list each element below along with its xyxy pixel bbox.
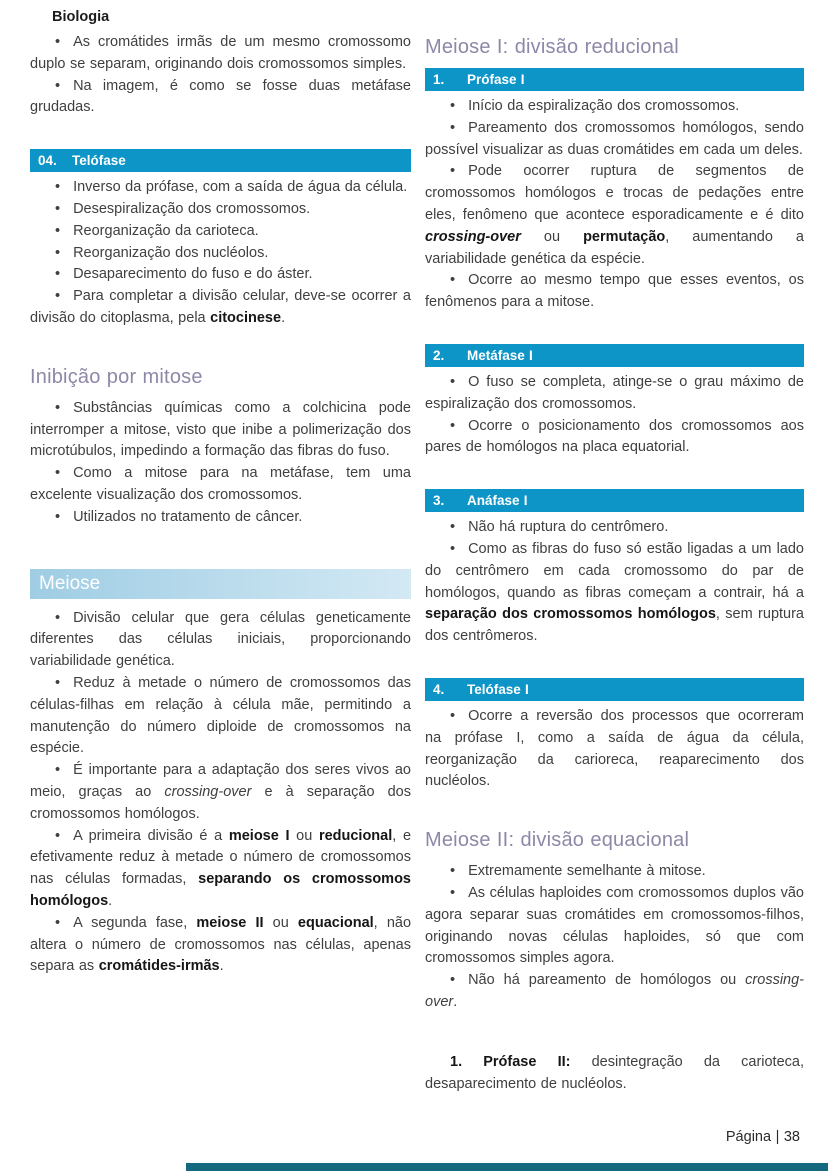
- bullet-item: [30, 760, 411, 825]
- text-segment: Pareamento dos cromossomos homólogos, sendo possível visualizar as duas cromátides em cada um deles.: [425, 119, 804, 158]
- bullet-marker: •: [55, 244, 61, 261]
- bullet-item: [30, 264, 411, 286]
- bullet-marker: •: [450, 163, 456, 180]
- text-segment: É importante para a adaptação dos seres vivos ao meio, graças ao: [30, 762, 411, 800]
- section-bar-label: Metáfase I: [467, 347, 533, 363]
- section-bar-label: Anáfase I: [467, 493, 528, 509]
- text-segment: Ocorre ao mesmo tempo que esses eventos, os fenômenos para a mitose.: [425, 272, 804, 311]
- text-segment: Não há pareamento de homólogos ou: [468, 972, 746, 989]
- text-segment: A primeira divisão é a: [73, 827, 229, 844]
- bullet-item: [30, 177, 411, 199]
- section-bar-label: Telófase: [72, 153, 126, 169]
- text-segment: Início da espiralização dos cromossomos.: [468, 98, 740, 114]
- bullet-item: [425, 161, 804, 270]
- text-segment: .: [219, 958, 224, 975]
- bullet-marker: •: [450, 519, 456, 536]
- bullet-item: [425, 372, 804, 416]
- text-segment: Não há ruptura do centrômero.: [468, 519, 669, 536]
- text-segment: Divisão celular que gera células geneticamente diferentes das células iniciais, proporcionando variabilidade genética.: [30, 609, 411, 670]
- bullet-marker: •: [55, 465, 61, 482]
- section-bar-label: Prófase I: [467, 72, 525, 87]
- text-segment: .: [281, 309, 286, 326]
- numbered-paragraph: [425, 1052, 804, 1096]
- text-segment: e à separação dos cromossomos homólogos.: [30, 783, 411, 822]
- text-segment: meiose I: [228, 827, 290, 844]
- section-bar-number: 04.: [38, 153, 57, 169]
- bullet-item: [30, 243, 411, 265]
- text-segment: , sem ruptura dos centrômeros.: [425, 606, 804, 645]
- bullet-marker: •: [450, 98, 456, 114]
- bullet-list: [30, 398, 411, 529]
- bullet-item: [30, 507, 411, 529]
- text-segment: desintegração da carioteca, desaparecimento de nucléolos.: [425, 1053, 804, 1092]
- text-segment: equacional: [297, 914, 374, 931]
- bullet-item: [30, 76, 411, 120]
- bullet-item: [30, 463, 411, 507]
- bullet-list: [30, 608, 411, 979]
- bullet-item: [425, 517, 804, 539]
- right-column: [425, 0, 804, 1095]
- footer-accent-bar: [186, 1163, 828, 1171]
- text-segment: , não altera o número de cromossomos nas células, apenas separa as: [30, 914, 412, 975]
- bullet-marker: •: [55, 508, 61, 525]
- bullet-item: [425, 539, 804, 648]
- bullet-list: [30, 32, 411, 119]
- text-segment: Reorganização dos nucléolos.: [73, 244, 269, 261]
- text-segment: Desaparecimento do fuso e do áster.: [73, 266, 313, 283]
- text-segment: .: [453, 993, 458, 1010]
- bullet-marker: •: [55, 609, 61, 626]
- text-segment: Como a mitose para na metáfase, tem uma excelente visualização dos cromossomos.: [30, 465, 411, 503]
- text-segment: permutação: [583, 228, 666, 245]
- section-heading: Inibição por mitose: [30, 365, 203, 388]
- meiose-section-bar: Meiose: [30, 569, 411, 599]
- numbered-section-bar: [425, 344, 804, 367]
- section-bar-number: 3.: [433, 493, 445, 509]
- text-segment: Desespiralização dos cromossomos.: [73, 200, 311, 217]
- text-segment: separando os cromossomos homólogos: [30, 871, 411, 909]
- section-heading: Meiose I: divisão reducional: [425, 36, 679, 58]
- text-segment: O fuso se completa, atinge-se o grau máximo de espiralização dos cromossomos.: [425, 373, 804, 412]
- bullet-list: [425, 517, 804, 648]
- bullet-marker: •: [450, 373, 456, 390]
- section-bar-number: 2.: [433, 347, 445, 363]
- bullet-item: [30, 199, 411, 221]
- bullet-item: [30, 826, 411, 913]
- text-segment: Reorganização da carioteca.: [73, 222, 259, 239]
- text-segment: Na imagem, é como se fosse duas metáfase grudadas.: [30, 77, 411, 116]
- text-segment: Inverso da prófase, com a saída de água da célula.: [73, 179, 408, 196]
- text-segment: Extremamente semelhante à mitose.: [468, 863, 706, 880]
- text-segment: citocinese: [210, 309, 282, 326]
- numbered-section-bar: [425, 489, 804, 512]
- text-segment: , e efetivamente reduz à metade o número de cromossomos nas células formadas,: [30, 827, 412, 888]
- doc-title: Biologia: [52, 9, 110, 25]
- bullet-item: [425, 970, 804, 1014]
- numbered-section-bar: [30, 149, 411, 172]
- bullet-item: [30, 221, 411, 243]
- text-segment: ou: [520, 228, 584, 245]
- bullet-marker: •: [55, 222, 61, 239]
- text-segment: crossing-over: [425, 972, 804, 1010]
- text-segment: Substâncias químicas como a colchicina pode interromper a mitose, visto que inibe a polimerização dos microtúbulos, impedindo a formação das fibras do fuso.: [30, 399, 411, 460]
- text-segment: A segunda fase,: [73, 914, 197, 931]
- bullet-marker: •: [450, 884, 456, 901]
- page-footer: Página | 38: [725, 1129, 800, 1145]
- bullet-marker: •: [55, 288, 61, 305]
- bullet-item: [30, 32, 411, 76]
- section-bar-number: 1.: [433, 72, 445, 87]
- bullet-marker: •: [55, 762, 61, 779]
- bullet-marker: •: [450, 119, 456, 136]
- numbered-section-bar: [425, 68, 804, 91]
- section-heading: Meiose II: divisão equacional: [425, 829, 690, 852]
- bullet-marker: •: [55, 200, 61, 217]
- bullet-list: [425, 706, 804, 793]
- bullet-item: [30, 673, 411, 760]
- bullet-item: [425, 883, 804, 970]
- text-segment: Reduz à metade o número de cromossomos das células-filhas em relação à célula mãe, permitindo a manutenção do número diploide de cromossomos na espécie.: [30, 674, 411, 757]
- text-segment: Ocorre a reversão dos processos que ocorreram na prófase I, como a saída de água da célula, reorganização da carioreca, reaparecimento dos nucléolos.: [425, 707, 804, 790]
- left-column: [30, 0, 411, 978]
- text-segment: ou: [263, 914, 298, 931]
- text-segment: crossing-over: [164, 783, 252, 800]
- bullet-list: [425, 861, 804, 1014]
- bullet-item: [425, 270, 804, 314]
- bullet-marker: •: [450, 863, 456, 880]
- bullet-marker: •: [55, 34, 61, 50]
- text-segment: Como as fibras do fuso só estão ligadas a um lado do centrômero em cada cromossomo do par de homólogos, quando as fibras começam a contrair, há a: [425, 540, 804, 601]
- bullet-marker: •: [450, 272, 456, 289]
- text-segment: .: [108, 892, 113, 909]
- text-segment: Para completar a divisão celular, deve-se ocorrer a divisão do citoplasma, pela: [30, 288, 411, 326]
- bullet-marker: •: [450, 972, 456, 989]
- text-segment: , aumentando a variabilidade genética da espécie.: [425, 228, 804, 267]
- bullet-item: [30, 286, 411, 330]
- bullet-list: [425, 372, 804, 459]
- bullet-list: [30, 177, 411, 330]
- bullet-marker: •: [450, 540, 456, 557]
- text-segment: meiose II: [196, 914, 264, 931]
- bullet-item: [425, 118, 804, 162]
- bullet-marker: •: [55, 914, 61, 931]
- section-bar-label: Telófase I: [467, 681, 529, 697]
- bullet-item: [30, 398, 411, 463]
- bullet-item: [425, 706, 804, 793]
- text-segment: reducional: [318, 827, 393, 844]
- bullet-marker: •: [450, 707, 456, 724]
- bullet-item: [425, 416, 804, 460]
- text-segment: As cromátides irmãs de um mesmo cromossomo duplo se separam, originando dois cromossomos simples.: [30, 34, 411, 72]
- bullet-marker: •: [55, 179, 61, 196]
- bullet-marker: •: [55, 266, 61, 283]
- section-bar-number: 4.: [433, 681, 445, 697]
- text-segment: Utilizados no tratamento de câncer.: [73, 508, 303, 525]
- bullet-marker: •: [55, 77, 61, 94]
- text-segment: As células haploides com cromossomos duplos vão agora separar suas cromátides em cromossomos-filhos, originando novas células haploides, só que com cromossomos simples agora.: [425, 884, 804, 967]
- text-segment: ou: [289, 827, 319, 844]
- bullet-item: [30, 913, 411, 978]
- text-segment: Pode ocorrer ruptura de segmentos de cromossomos homólogos e trocas de pedações entre eles, fenômeno que acontece esporadicamente e é dito: [425, 163, 804, 223]
- text-segment: Ocorre o posicionamento dos cromossomos aos pares de homólogos na placa equatorial.: [425, 417, 804, 456]
- bullet-item: [425, 96, 804, 118]
- bullet-item: [30, 608, 411, 673]
- text-segment: separação dos cromossomos homólogos: [425, 606, 716, 623]
- text-segment: crossing-over: [425, 228, 521, 245]
- numbered-section-bar: [425, 678, 804, 701]
- bullet-marker: •: [450, 417, 456, 434]
- bullet-marker: •: [55, 674, 61, 691]
- bullet-list: [425, 96, 804, 314]
- text-segment: cromátides-irmãs: [98, 958, 220, 975]
- bullet-marker: •: [55, 827, 61, 844]
- bullet-marker: •: [55, 399, 61, 416]
- bullet-item: [425, 861, 804, 883]
- text-segment: 1. Prófase II:: [450, 1053, 571, 1070]
